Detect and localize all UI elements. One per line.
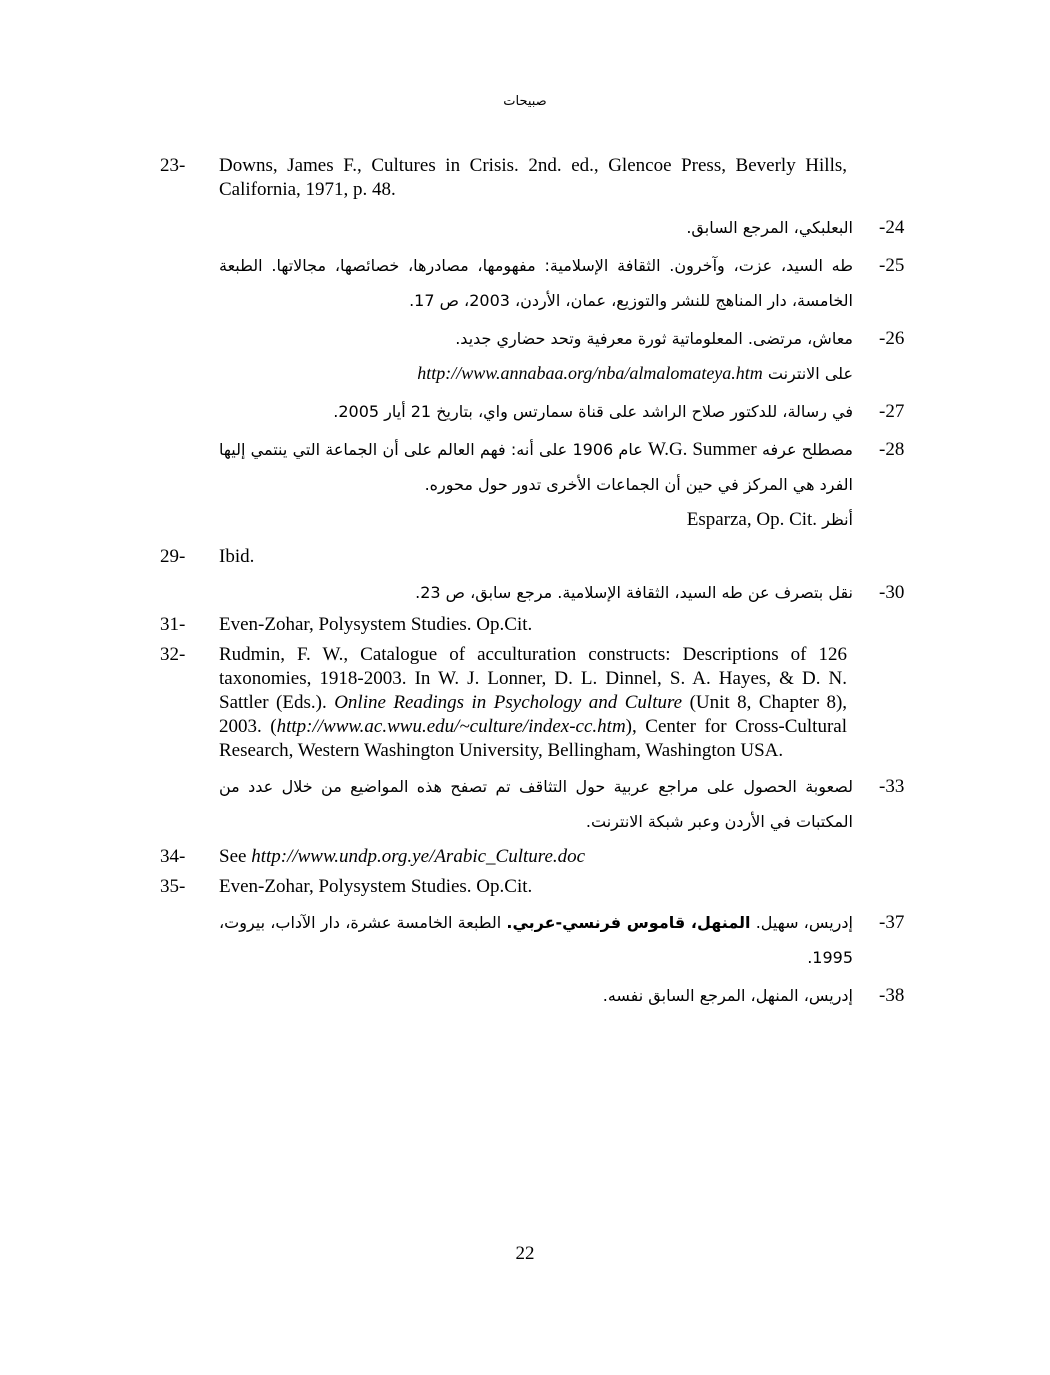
endnote-number: 23- xyxy=(160,155,186,176)
endnote-text: نقل بتصرف عن طه السيد، الثقافة الإسلامية. مرجع سابق، ص 23. xyxy=(415,583,853,602)
endnote-24 xyxy=(0,210,1050,245)
citation-part: ), Center for Cross-Cultural Research, Western Washington University, Bellingham, Washington USA. xyxy=(219,716,848,761)
endnote-line xyxy=(219,356,853,391)
endnote-number: -27 xyxy=(879,401,905,422)
endnote-30 xyxy=(0,575,1050,610)
endnote-number: 29- xyxy=(160,546,186,567)
see-label: See xyxy=(219,846,247,867)
endnote-url[interactable]: http://www.annabaa.org/nba/almalomateya.htm xyxy=(417,363,763,383)
endnote-text: Even-Zohar, Polysystem Studies. Op.Cit. xyxy=(219,876,533,897)
endnote-text: في رسالة، للدكتور صلاح الراشد على قناة سمارتس واي، بتاريخ 21 أيار 2005. xyxy=(333,402,853,421)
endnote-number: 32- xyxy=(160,644,186,665)
endnote-25 xyxy=(0,248,1050,318)
endnote-paragraph xyxy=(219,432,853,502)
endnote-number: -38 xyxy=(879,985,905,1006)
internet-label: على الانترنت xyxy=(767,364,853,383)
endnote-text-pre: مصطلح عرفه xyxy=(761,440,853,459)
endnote-url[interactable]: http://www.ac.wwu.edu/~culture/index-cc.htm xyxy=(276,716,626,737)
endnote-line: معاش، مرتضى. المعلوماتية ثورة معرفية وتحد حضاري جديد. xyxy=(455,329,853,348)
endnote-29 xyxy=(0,545,1050,569)
endnote-26 xyxy=(0,321,1050,391)
endnote-url[interactable]: http://www.undp.org.ye/Arabic_Culture.doc xyxy=(251,846,586,867)
endnote-number: -25 xyxy=(879,255,905,276)
endnote-number: -33 xyxy=(879,776,905,797)
journal-title: Online Readings in Psychology and Culture xyxy=(334,692,683,713)
endnote-text: Ibid. xyxy=(219,546,255,567)
endnote-text xyxy=(219,905,853,975)
page-number: 22 xyxy=(515,1243,535,1264)
term-author: W.G. Summer xyxy=(648,439,757,460)
endnote-text: البعلبكي، المرجع السابق. xyxy=(686,218,853,237)
see-label: أنظر xyxy=(822,510,853,529)
book-author: إدريس، سهيل. xyxy=(755,913,853,932)
endnote-text: لصعوبة الحصول على مراجع عربية حول التثاقف تم تصفح هذه المواضيع من خلال عدد من المكتبات في الأردن وعبر شبكة الانترنت. xyxy=(219,777,853,831)
endnote-text: إدريس، المنهل، المرجع السابق نفسه. xyxy=(602,986,853,1005)
endnote-23 xyxy=(0,154,1050,202)
endnote-text: طه السيد، عزت، وآخرون. الثقافة الإسلامية: مفهومها، مصادرها، خصائصها، مجالاتها. الطبعة الخامسة، دار المناهج للنشر والتوزيع، عمان، الأردن، 2003، ص 17. xyxy=(219,256,853,310)
endnote-number: 35- xyxy=(160,876,186,897)
endnote-text xyxy=(219,432,853,537)
book-details: الطبعة الخامسة عشرة، دار الآداب، بيروت، 1995. xyxy=(219,913,853,967)
endnote-34 xyxy=(0,845,1050,869)
citation-part: Rudmin, F. W., Catalogue of acculturation constructs: Descriptions of 126 taxonomies, 1918-2003. In W. J. Lonner, D. L. Dinnel, S. A. Hayes, & D. N. Sattler (Eds.). xyxy=(219,644,847,713)
endnote-number: -26 xyxy=(879,328,905,349)
endnote-27 xyxy=(0,394,1050,429)
endnote-37 xyxy=(0,905,1050,975)
endnote-31 xyxy=(0,613,1050,637)
endnote-38 xyxy=(0,978,1050,1013)
endnote-number: 31- xyxy=(160,614,186,635)
endnote-number: 34- xyxy=(160,846,186,867)
endnote-text: Even-Zohar, Polysystem Studies. Op.Cit. xyxy=(219,614,533,635)
endnote-number: -30 xyxy=(879,582,905,603)
page-header: صبيحات xyxy=(503,94,547,109)
book-title: المنهل، قاموس فرنسي-عربي. xyxy=(506,913,751,932)
endnote-text xyxy=(219,321,853,391)
endnote-line xyxy=(219,502,853,537)
endnote-28 xyxy=(0,432,1050,537)
endnote-text xyxy=(219,845,847,869)
endnote-number: -24 xyxy=(879,217,905,238)
citation-part: (Unit 8, Chapter 8), 2003. ( xyxy=(219,692,848,737)
endnote-number: -37 xyxy=(879,912,905,933)
endnote-33 xyxy=(0,769,1050,839)
endnote-number: -28 xyxy=(879,439,905,460)
endnote-text: Downs, James F., Cultures in Crisis. 2nd. ed., Glencoe Press, Beverly Hills, California, 1971, p. 48. xyxy=(219,155,847,200)
endnote-text xyxy=(219,643,847,763)
endnote-text-post: عام 1906 على أنه: فهم العالم على أن الجماعة التي ينتمي إليها الفرد هي المركز في حين أن الجماعات الأخرى تدور حول محوره. xyxy=(219,440,853,494)
endnote-32 xyxy=(0,643,1050,763)
endnotes-list xyxy=(0,154,1050,1016)
endnote-reference: Esparza, Op. Cit. xyxy=(686,509,818,530)
endnote-35 xyxy=(0,875,1050,899)
